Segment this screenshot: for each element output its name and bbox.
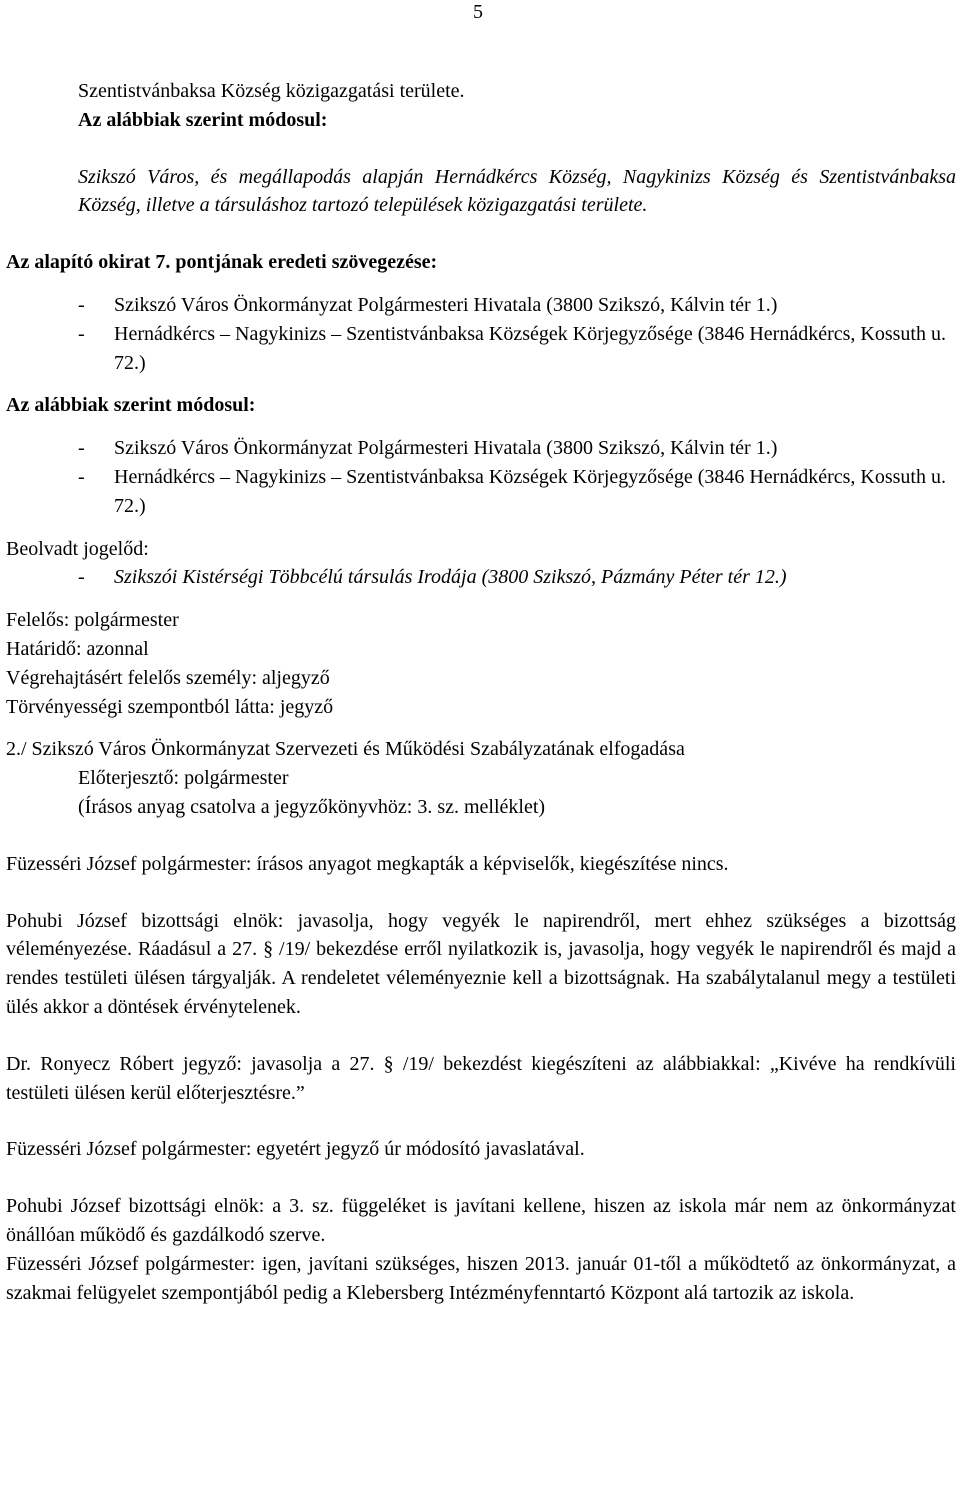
spacer (6, 277, 956, 291)
section-heading-modified: Az alábbiak szerint módosul: (6, 394, 256, 417)
spacer (6, 220, 956, 248)
spacer (6, 1022, 956, 1050)
statement-paragraph: Dr. Ronyecz Róbert jegyző: javasolja a 27. § /19/ bekezdést kiegészíteni az alábbiakkal: „Kivéve ha rendkívüli testületi ülésen kerül előterjesztésre.” (6, 1052, 956, 1104)
agenda-presenter: Előterjesztő: polgármester (78, 767, 289, 790)
page-number: 5 (473, 1, 483, 23)
list-item: - Szikszó Város Önkormányzat Polgármesteri Hivatala (3800 Szikszó, Kálvin tér 1.) (6, 434, 956, 463)
executor-line: Végrehajtásért felelős személy: aljegyző (6, 666, 330, 689)
agenda-attachment: (Írásos anyag csatolva a jegyzőkönyvhöz: 3. sz. melléklet) (78, 795, 546, 818)
spacer (6, 521, 956, 535)
modified-list (6, 434, 956, 520)
section-heading: Az alábbiak szerint módosul: (78, 108, 328, 131)
dash-marker: - (78, 465, 85, 488)
deadline-line: Határidő: azonnal (6, 637, 149, 660)
statement-paragraph: Füzesséri József polgármester: írásos anyagot megkapták a képviselők, kiegészítése nincs. (6, 852, 729, 875)
dash-marker: - (78, 322, 85, 345)
list-item: - Szikszói Kistérségi Többcélú társulás Irodája (3800 Szikszó, Pázmány Péter tér 12.) (6, 563, 956, 592)
dash-marker: - (78, 293, 85, 316)
spacer (6, 420, 956, 434)
document-body (6, 77, 956, 1307)
statement-paragraph: Pohubi József bizottsági elnök: javasolja, hogy vegyék le napirendről, mert ehhez szükséges a bizottság véleményezése. Ráadásul a 27. § /19/ bekezdése erről nyilatkozik is, javasolja, hogy vegyék le napirendről és majd a rendes testületi ülésen tárgyalják. A rendeletet véleményeznie kell a bizottságnak. Ha szabálytalanul megy a testületi ülés akkor a döntések érvénytelenek. (6, 909, 956, 1018)
statement-paragraph: Füzesséri József polgármester: egyetért jegyző úr módosító javaslatával. (6, 1138, 585, 1161)
statement-paragraph: Pohubi József bizottsági elnök: a 3. sz. függeléket is javítani kellene, hiszen az iskola már nem az önkormányzat önállóan működő és gazdálkodó szerve. (6, 1195, 956, 1246)
agenda-title: 2./ Szikszó Város Önkormányzat Szervezeti és Működési Szabályzatának elfogadása (6, 738, 685, 761)
italic-paragraph: Szikszó Város, és megállapodás alapján Hernádkércs Község, Nagykinizs Község és Szentistvánbaksa Község, illetve a társuláshoz tartozó települések közigazgatási területe. (78, 165, 956, 217)
spacer (6, 879, 956, 907)
list-item: - Hernádkércs – Nagykinizs – Szentistvánbaksa Községek Körjegyzősége (3846 Hernádkércs, Kossuth u. 72.) (6, 463, 956, 521)
spacer (6, 592, 956, 606)
responsible-line: Felelős: polgármester (6, 609, 179, 632)
spacer (6, 822, 956, 850)
section-heading-original: Az alapító okirat 7. pontjának eredeti szövegezése: (6, 251, 438, 274)
spacer (6, 377, 956, 391)
predecessor-label: Beolvadt jogelőd: (6, 537, 149, 560)
statement-paragraph: Füzesséri József polgármester: igen, javítani szükséges, hiszen 2013. január 01-től a működtető az önkormányzat, a szakmai felügyelet szempontjából pedig a Klebersberg Intézményfenntartó Központ alá tartozik az iskola. (6, 1252, 956, 1304)
dash-marker: - (78, 566, 85, 589)
spacer (6, 1107, 956, 1135)
list-item: - Szikszó Város Önkormányzat Polgármesteri Hivatala (3800 Szikszó, Kálvin tér 1.) (6, 291, 956, 320)
original-list (6, 291, 956, 377)
legality-line: Törvényességi szempontból látta: jegyző (6, 695, 334, 718)
spacer (6, 721, 956, 735)
dash-marker: - (78, 437, 85, 460)
list-item: - Hernádkércs – Nagykinizs – Szentistvánbaksa Községek Körjegyzősége (3846 Hernádkércs, Kossuth u. 72.) (6, 320, 956, 378)
spacer (6, 135, 956, 163)
predecessor-list (6, 563, 956, 592)
text-line: Szentistvánbaksa Község közigazgatási területe. (78, 80, 465, 102)
spacer (6, 1164, 956, 1192)
